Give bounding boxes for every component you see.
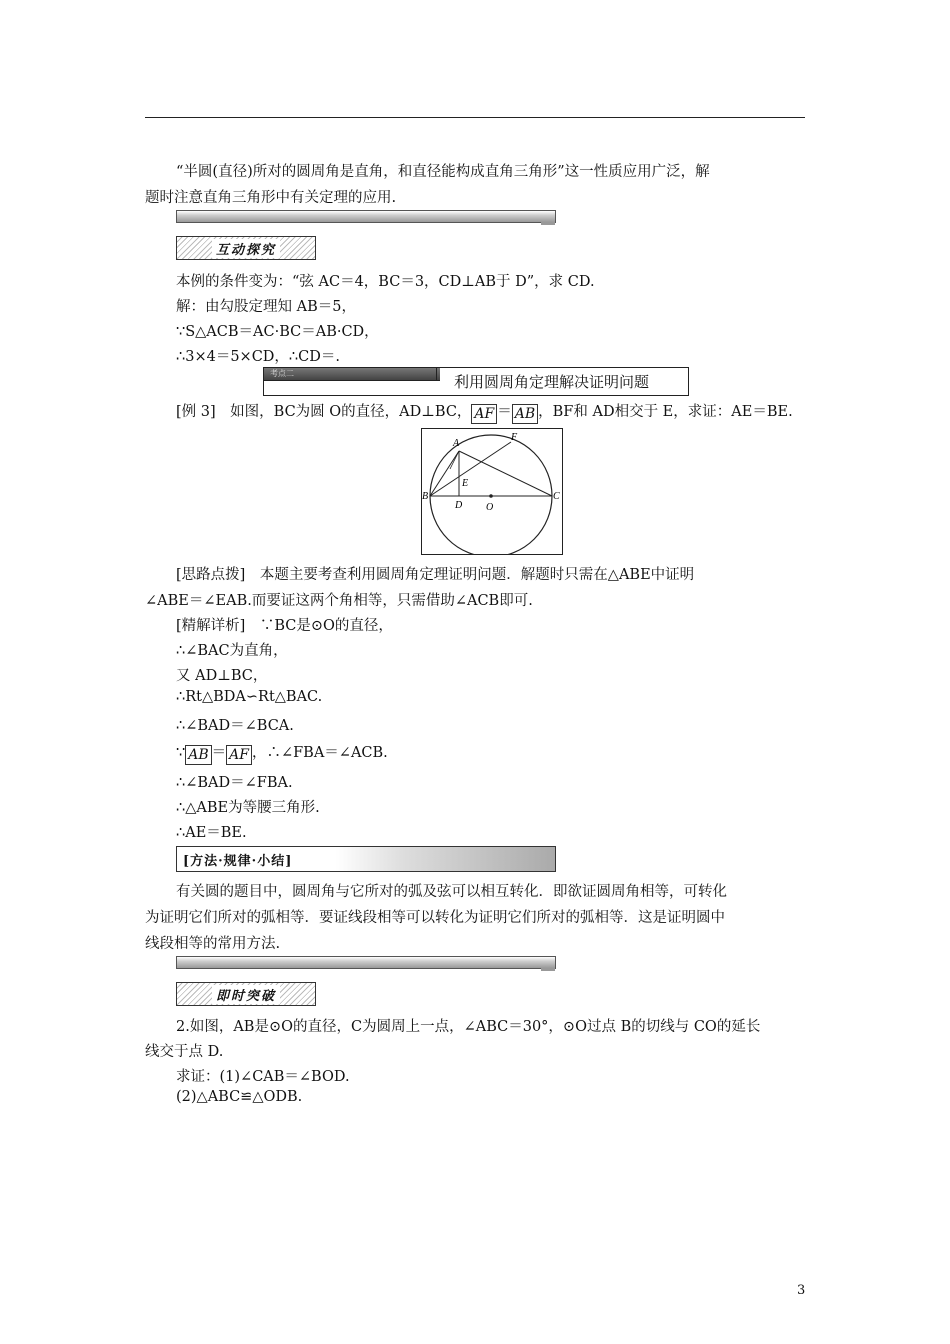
divider-bar	[176, 210, 556, 223]
hint-line-2: ∠ABE＝∠EAB.而要证这两个角相等，只需借助∠ACB即可.	[145, 593, 533, 609]
circle-diagram	[422, 429, 562, 554]
method-line-1: 有关圆的题目中，圆周角与它所对的弧及弦可以相互转化．即欲证圆周角相等，可转化	[176, 884, 727, 900]
hint-line-1: [思路点拨] 本题主要考查利用圆周角定理证明问题．解题时只需在△ABE中证明	[176, 567, 695, 583]
intro-line-1: “半圆(直径)所对的圆周角是直角，和直径能构成直角三角形”这一性质应用广泛，解	[176, 164, 710, 180]
solution-line-9: ∴AE＝BE.	[176, 825, 247, 841]
center-o-dot	[489, 494, 493, 498]
solution-line-2: ∴∠BAC为直角，	[176, 643, 288, 659]
example-prefix: [例 3] 如图，BC为圆 O的直径，AD⊥BC，	[176, 404, 472, 420]
label-a: A	[453, 438, 460, 449]
section-title: 利用圆周角定理解决证明问题	[454, 373, 650, 391]
method-header-bar	[176, 846, 556, 872]
exercise-line-2: 线交于点 D.	[145, 1044, 224, 1060]
variant-line-4: ∴3×4＝5×CD，∴CD＝.	[176, 349, 340, 365]
section-header	[263, 367, 689, 396]
solution-line-3: 又 AD⊥BC，	[176, 668, 268, 684]
page-number: 3	[797, 1283, 806, 1298]
solution-line-5: ∴∠BAD＝∠BCA.	[176, 718, 294, 734]
label-e: E	[462, 478, 469, 489]
interactive-tag	[176, 236, 316, 260]
solution-line-6	[176, 741, 388, 763]
solution-l6-suffix: ，∴∠FBA＝∠ACB.	[251, 745, 388, 761]
example-eq: ＝	[497, 404, 512, 420]
geometry-figure	[421, 428, 563, 555]
exercise-line-1: 2.如图，AB是⊙O的直径，C为圆周上一点，∠ABC＝30°，⊙O过点 B的切线与 CO的延长	[176, 1019, 761, 1035]
label-o: O	[486, 502, 494, 513]
interactive-tag-label: 互动探究	[212, 239, 280, 258]
solution-line-4: ∴Rt△BDA∽Rt△BAC.	[176, 689, 323, 705]
method-line-3: 线段相等的常用方法.	[145, 936, 281, 952]
method-header-label: [方法·规律·小结]	[183, 854, 293, 869]
example-suffix: ，BF和 AD相交于 E，求证：AE＝BE.	[538, 404, 793, 420]
solution-l6-prefix: ∵	[176, 745, 186, 761]
method-line-2: 为证明它们所对的弧相等．要证线段相等可以转化为证明它们所对的弧相等．这是证明圆中	[145, 910, 725, 926]
exercise-line-3: 求证：(1)∠CAB＝∠BOD.	[176, 1069, 350, 1085]
example-statement	[176, 400, 793, 422]
intro-line-2: 题时注意直角三角形中有关定理的应用.	[145, 190, 397, 206]
solution-line-7: ∴∠BAD＝∠FBA.	[176, 775, 293, 791]
header-rule	[145, 117, 805, 118]
solution-line-1: [精解详析] ∵BC是⊙O的直径，	[176, 618, 393, 634]
divider-bar-2	[176, 956, 556, 969]
arc-af-box-2: AF	[226, 745, 252, 765]
exercise-line-4: (2)△ABC≌△ODB.	[176, 1089, 303, 1105]
label-b: B	[422, 491, 429, 502]
label-f: F	[511, 432, 518, 443]
section-divider	[436, 368, 437, 380]
variant-line-3: ∵S△ACB＝AC·BC＝AB·CD，	[176, 324, 379, 340]
variant-line-1: 本例的条件变为：“弦 AC＝4，BC＝3，CD⊥AB于 D”，求 CD.	[176, 274, 595, 290]
arc-af-box: AF	[471, 404, 497, 424]
practice-tag	[176, 982, 316, 1006]
arc-ab-box: AB	[512, 404, 538, 424]
arc-ab-box-2: AB	[185, 745, 211, 765]
label-d: D	[455, 500, 463, 511]
practice-tag-label: 即时突破	[212, 985, 280, 1004]
section-label: 考点二	[264, 368, 440, 381]
chord-bf	[430, 442, 511, 496]
variant-line-2: 解：由勾股定理知 AB＝5，	[176, 299, 356, 315]
solution-l6-eq: ＝	[211, 745, 227, 761]
label-c: C	[553, 491, 560, 502]
solution-line-8: ∴△ABE为等腰三角形.	[176, 800, 320, 816]
